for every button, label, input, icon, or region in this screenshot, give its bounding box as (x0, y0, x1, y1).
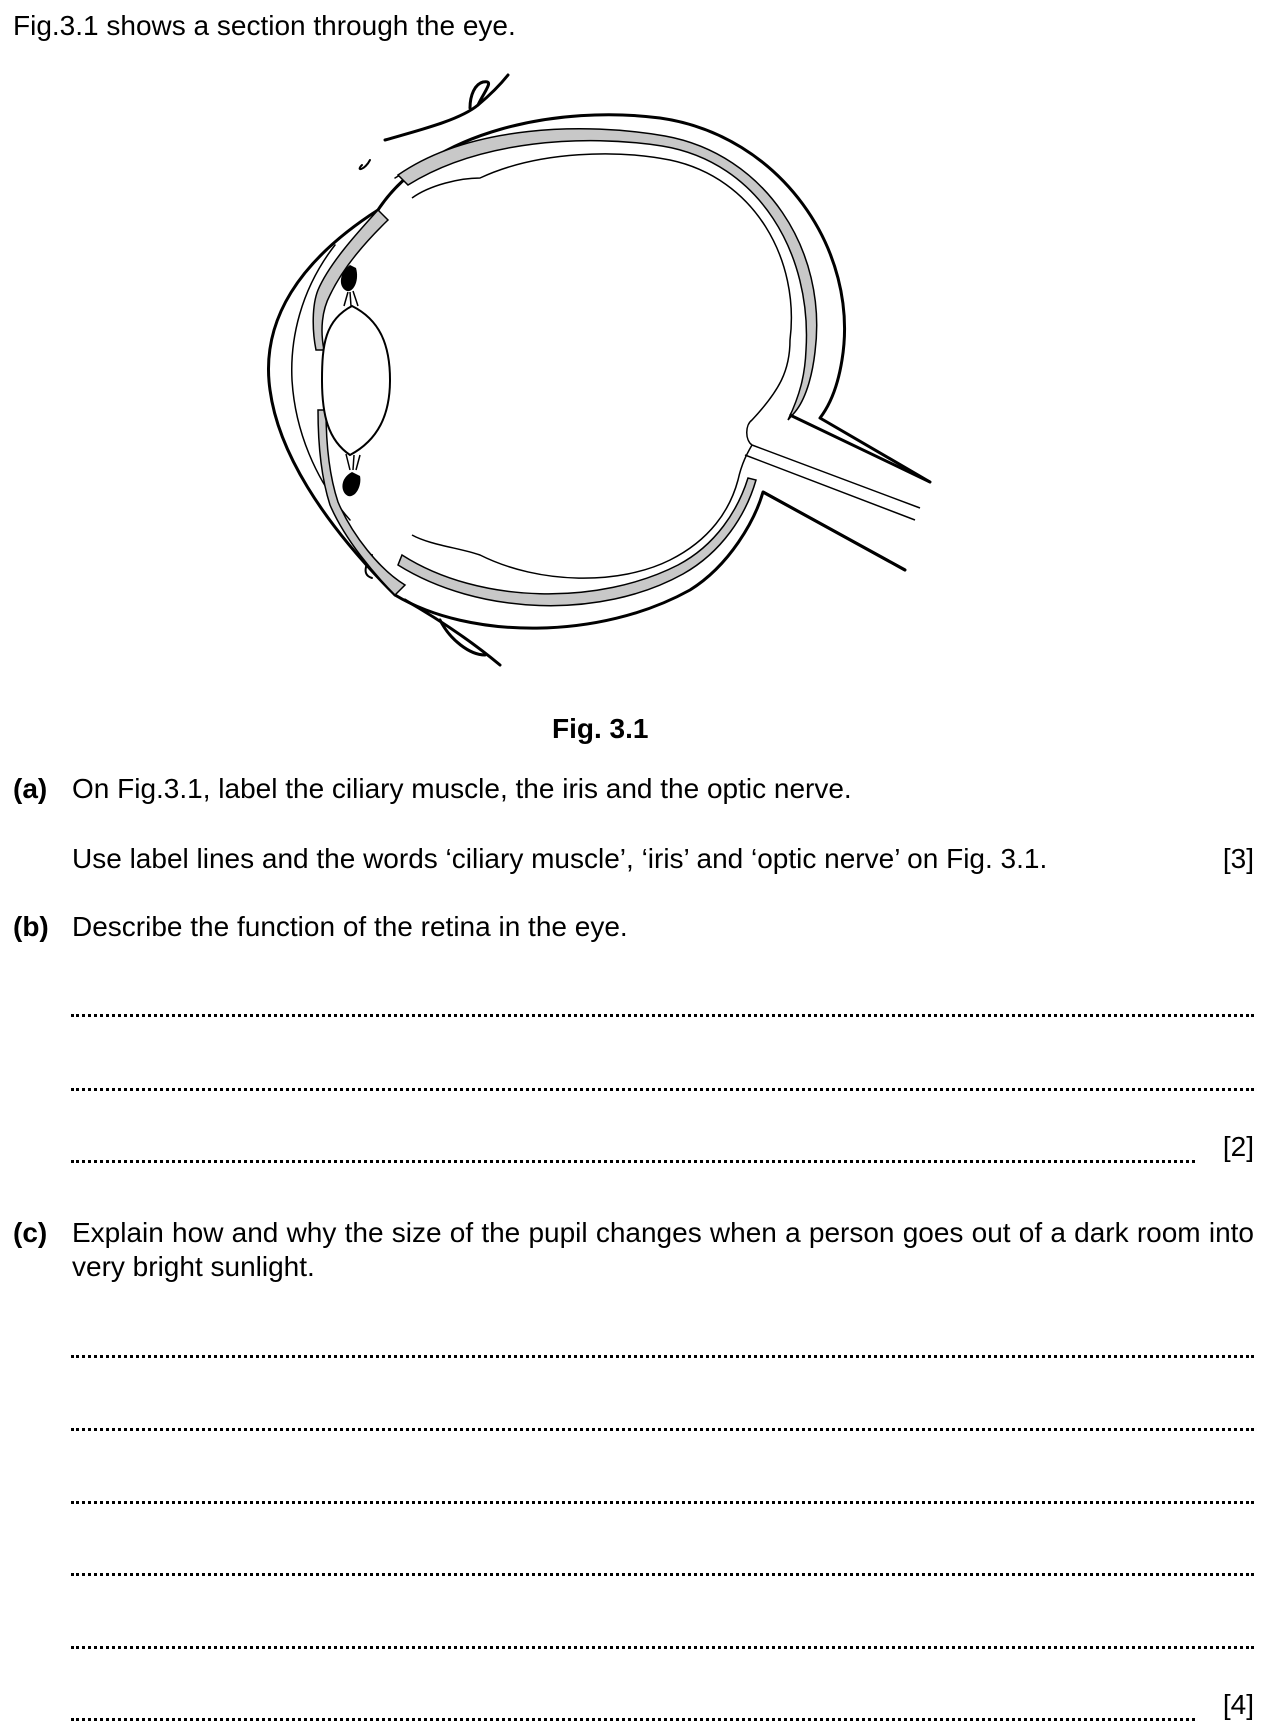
retina-upper (412, 154, 791, 445)
ligament-upper-3 (350, 292, 351, 306)
eye-section-diagram (260, 62, 950, 682)
sclera-inner (395, 132, 814, 415)
ligament-lower-1 (346, 454, 350, 470)
question-c-text: Explain how and why the size of the pupil changes when a person goes out of a dark room into very bright sunlight. (72, 1217, 1254, 1282)
question-a-instruction: Use label lines and the words ‘ciliary muscle’, ‘iris’ and ‘optic nerve’ on Fig. 3.1. (72, 843, 1048, 874)
optic-nerve-top (790, 415, 930, 482)
question-c-marks: [4] (1222, 1689, 1254, 1720)
answer-line-c-5[interactable] (71, 1646, 1254, 1649)
question-a-marks: [3] (1222, 843, 1254, 874)
question-b-text: Describe the function of the retina in the eye. (72, 911, 628, 942)
answer-line-c-6[interactable] (71, 1718, 1195, 1721)
upper-lash (360, 160, 370, 169)
choroid-upper (398, 129, 817, 420)
choroid-lower (398, 478, 756, 606)
intro-text: Fig.3.1 shows a section through the eye. (13, 10, 516, 41)
optic-nerve-bottom (763, 492, 905, 570)
answer-line-c-3[interactable] (71, 1501, 1254, 1504)
sclera-outer (378, 115, 930, 482)
figure-caption: Fig. 3.1 (552, 713, 649, 744)
ligament-lower-3 (356, 455, 360, 470)
ligament-lower-2 (353, 455, 354, 470)
answer-line-c-4[interactable] (71, 1573, 1254, 1576)
answer-line-b-3[interactable] (71, 1160, 1195, 1163)
answer-line-c-2[interactable] (71, 1428, 1254, 1431)
sclera-outer-lower (395, 492, 905, 628)
optic-nerve-inner-2 (745, 455, 915, 520)
lens (322, 306, 390, 455)
ligament-upper-2 (353, 291, 358, 306)
question-c-label: (c) (13, 1217, 48, 1248)
ligament-upper-1 (344, 292, 348, 306)
question-a-text: On Fig.3.1, label the ciliary muscle, the iris and the optic nerve. (72, 773, 852, 804)
answer-line-b-1[interactable] (71, 1014, 1254, 1017)
question-b-label: (b) (13, 911, 49, 942)
question-b-marks: [2] (1222, 1131, 1254, 1162)
answer-line-b-2[interactable] (71, 1088, 1254, 1091)
upper-eyelid-curve-2 (470, 82, 489, 108)
question-a-label: (a) (13, 773, 48, 804)
answer-line-c-1[interactable] (71, 1355, 1254, 1358)
ciliary-muscle-lower (342, 472, 360, 496)
